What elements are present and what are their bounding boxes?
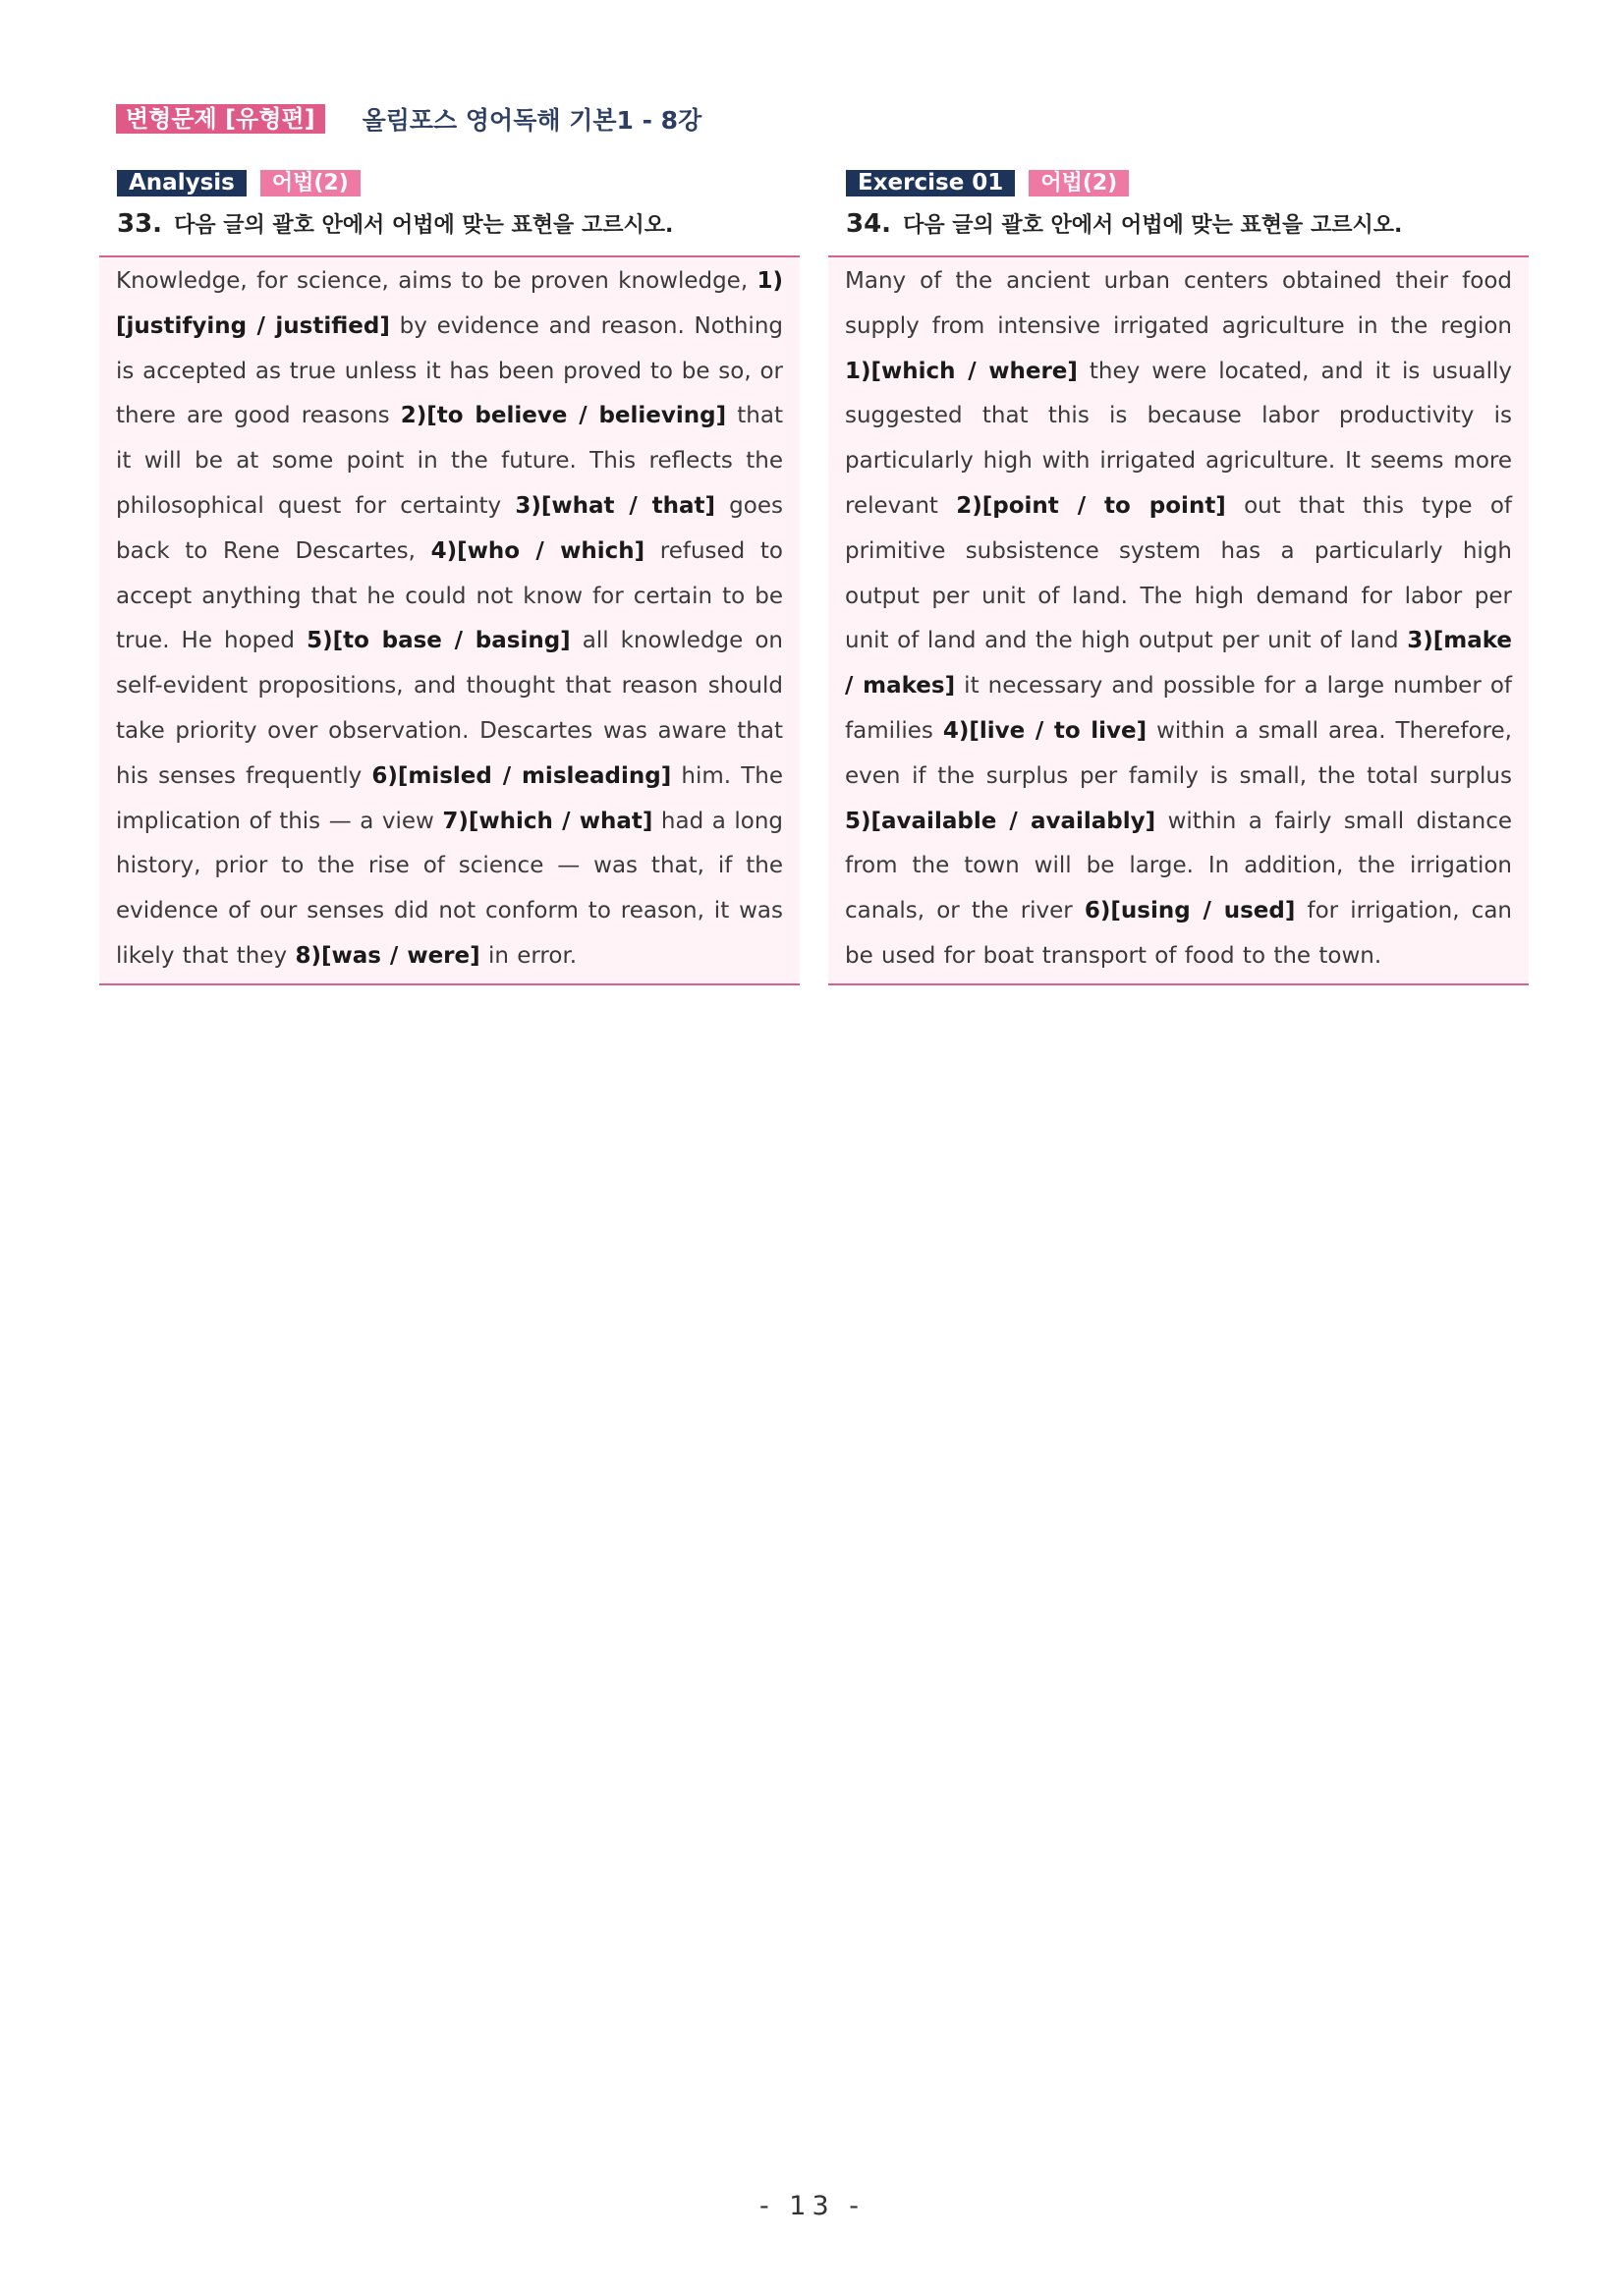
passage-segment: Knowledge, for science, aims to be proven knowledge, xyxy=(116,268,757,294)
passage-segment: in error. xyxy=(479,942,578,969)
answer-choice: 2)[to believe / believing] xyxy=(400,403,727,429)
series-tag: 변형문제 [유형편] xyxy=(116,104,325,134)
category-tag: 어법(2) xyxy=(260,170,361,196)
section-label: Analysis xyxy=(117,170,247,196)
passage-segment: that it will be at some point in the future. This reflects the philosophical quest for certainty xyxy=(116,403,783,519)
passage-segment: all knowledge on self-evident propositions, and thought that reason should take priority over observation. Descartes was aware that his senses frequently xyxy=(116,628,783,789)
passage-text xyxy=(845,259,1512,980)
question-heading xyxy=(117,208,800,242)
passage-segment: Many of the ancient urban centers obtained their food supply from intensive irrigated agriculture in the region xyxy=(845,268,1512,339)
answer-choice: 1)[which / where] xyxy=(845,358,1078,384)
question-number: 33. xyxy=(117,209,163,239)
passage-segment: within a fairly small distance from the town will be large. In addition, the irrigation canals, or the river xyxy=(845,808,1512,924)
passage-segment: within a small area. Therefore, even if the surplus per family is small, the total surplus xyxy=(845,717,1512,789)
answer-choice: 3)[make / makes] xyxy=(845,628,1512,700)
question-number: 34. xyxy=(846,209,892,239)
exercise-section xyxy=(828,169,1529,985)
passage-segment: by evidence and reason. Nothing is accepted as true unless it has been proved to be so, or there are good reasons xyxy=(116,312,783,429)
answer-choice: 5)[available / availably] xyxy=(845,808,1156,834)
passage-segment: out that this type of primitive subsistence system has a particularly high output per unit of land. The high demand for labor per unit of land and the high output per unit of land xyxy=(845,492,1512,654)
answer-choice: 6)[misled / misleading] xyxy=(371,762,672,789)
analysis-section xyxy=(99,169,800,985)
passage-segment: him. The implication of this — a view xyxy=(116,762,783,834)
question-instruction: 다음 글의 괄호 안에서 어법에 맞는 표현을 고르시오. xyxy=(903,213,1403,238)
passage-segment: they were located, and it is usually suggested that this is because labor productivity is particularly high with irrigated agriculture. It seems more relevant xyxy=(845,358,1512,519)
answer-choice: 3)[what / that] xyxy=(515,492,716,519)
page-header xyxy=(116,101,701,137)
passage-segment: goes back to Rene Descartes, xyxy=(116,492,783,564)
passage-segment: for irrigation, can be used for boat transport of food to the town. xyxy=(845,898,1512,969)
answer-choice: 1)[justifying / justified] xyxy=(116,268,783,339)
passage-box xyxy=(99,255,800,985)
passage-segment: had a long history, prior to the rise of science — was that, if the evidence of our senses did not conform to reason, it was likely that they xyxy=(116,808,783,969)
passage-text xyxy=(116,259,783,980)
answer-choice: 6)[using / used] xyxy=(1084,898,1296,924)
answer-choice: 4)[live / to live] xyxy=(942,717,1148,744)
question-heading xyxy=(846,208,1529,242)
section-labels xyxy=(846,169,1529,196)
answer-choice: 2)[point / to point] xyxy=(956,492,1226,519)
answer-choice: 8)[was / were] xyxy=(295,942,480,969)
book-title: 올림포스 영어독해 기본1 - 8강 xyxy=(362,106,702,135)
section-labels xyxy=(117,169,800,196)
answer-choice: 4)[who / which] xyxy=(430,537,645,564)
answer-choice: 5)[to base / basing] xyxy=(307,628,571,654)
category-tag: 어법(2) xyxy=(1029,170,1129,196)
passage-box xyxy=(828,255,1529,985)
passage-segment: it necessary and possible for a large number of families xyxy=(845,673,1512,744)
passage-segment: refused to accept anything that he could not know for certain to be true. He hoped xyxy=(116,537,783,654)
answer-choice: 7)[which / what] xyxy=(442,808,653,834)
page-number: - 13 - xyxy=(758,2191,865,2221)
section-label: Exercise 01 xyxy=(846,170,1015,196)
question-instruction: 다음 글의 괄호 안에서 어법에 맞는 표현을 고르시오. xyxy=(174,213,674,238)
